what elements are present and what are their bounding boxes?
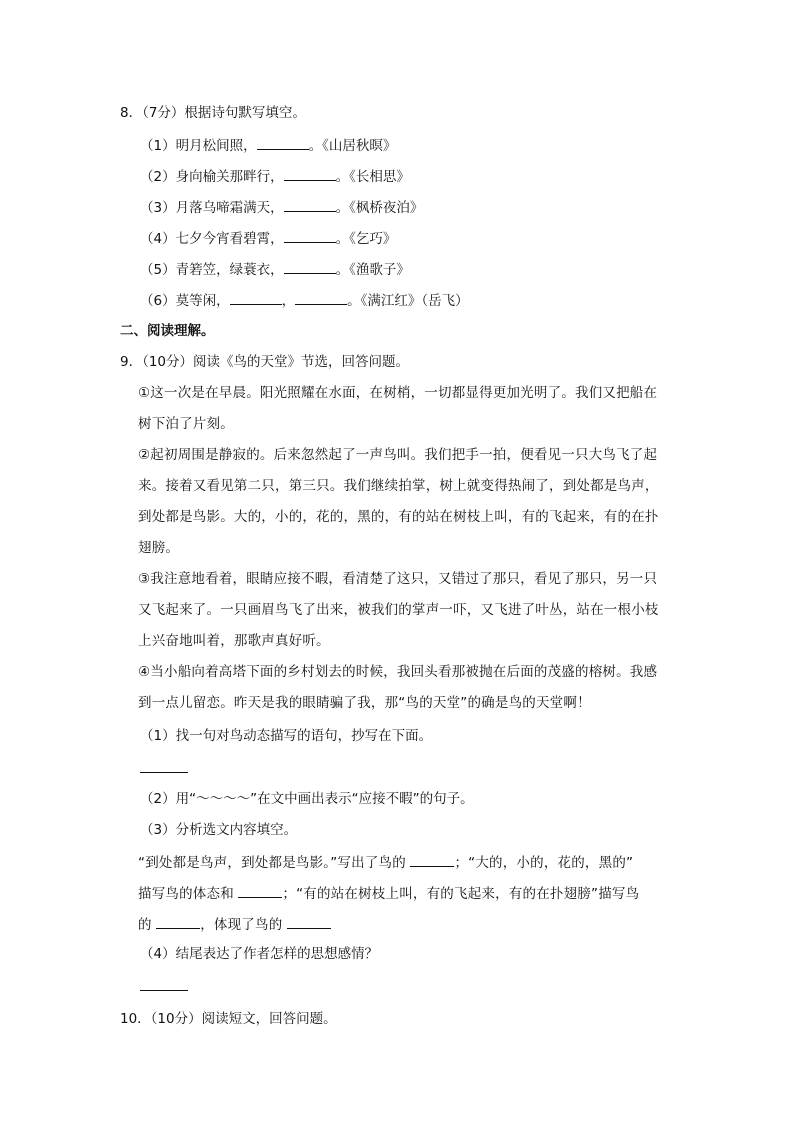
answer-blank[interactable] (284, 259, 336, 274)
answer-blank[interactable] (284, 228, 336, 243)
answer-blank[interactable] (295, 290, 347, 305)
passage-line: ②起初周围是静寂的。后来忽然起了一声鸟叫。我们把手一拍，便看见一只大鸟飞了起 (138, 447, 658, 463)
q8-item-4 (140, 228, 396, 248)
q9-sub3-line2 (138, 883, 639, 903)
q9-sub4: （4）结尾表达了作者怎样的思想感情？ (140, 946, 379, 962)
passage-line: ④当小船向着高塔下面的乡村划去的时候，我回头看那被抛在后面的茂盛的榕树。我感 (138, 664, 658, 680)
section-heading: 二、阅读理解。 (120, 323, 215, 339)
passage-line: 到一点儿留恋。昨天是我的眼睛骗了我，那“鸟的天堂”的确是鸟的天堂啊！ (138, 695, 591, 711)
q10-title: 10．（10分）阅读短文，回答问题。 (120, 1011, 337, 1027)
answer-blank[interactable] (156, 914, 200, 929)
answer-line[interactable] (140, 772, 188, 773)
passage-line: 上兴奋地叫着，那歌声真好听。 (138, 633, 330, 649)
item-separator: ， (281, 293, 296, 309)
item-source: 。《长相思》 (335, 169, 410, 185)
fill-text: “到处都是鸟声，到处都是鸟影。”写出了鸟的 (138, 855, 411, 871)
q8-item-6 (140, 290, 469, 310)
item-source: 。《乞巧》 (335, 231, 397, 247)
answer-blank[interactable] (257, 135, 309, 150)
item-prefix: （5）青箬笠，绿蓑衣， (140, 262, 284, 278)
passage-line: 又飞起来了。一只画眉鸟飞了出来，被我们的掌声一吓，又飞进了叶丛，站在一根小枝 (138, 602, 659, 618)
item-prefix: （2）身向榆关那畔行， (140, 169, 284, 185)
fill-text: ，体现了鸟的 (200, 917, 287, 933)
q8-item-3 (140, 197, 423, 217)
answer-blank[interactable] (230, 290, 282, 305)
fill-text: ；“有的站在树枝上叫，有的飞起来，有的在扑翅膀”描写鸟 (282, 886, 640, 902)
item-prefix: （1）明月松间照， (140, 138, 257, 154)
passage-line: ③我注意地看着，眼睛应接不暇，看清楚了这只，又错过了那只，看见了那只，另一只 (138, 571, 658, 587)
item-prefix: （6）莫等闲， (140, 293, 230, 309)
q9-sub3-line1 (138, 852, 633, 872)
answer-blank[interactable] (287, 914, 331, 929)
q8-item-5 (140, 259, 410, 279)
item-prefix: （4）七夕今宵看碧霄， (140, 231, 284, 247)
q8-item-2 (140, 166, 410, 186)
q9-sub2: （2）用“～～～～”在文中画出表示“应接不暇”的句子。 (140, 791, 474, 807)
answer-line[interactable] (140, 990, 188, 991)
passage-line: 到处都是鸟影。大的，小的，花的，黑的，有的站在树枝上叫，有的飞起来，有的在扑 (138, 509, 659, 525)
q8-item-1 (140, 135, 396, 155)
answer-blank[interactable] (410, 852, 454, 867)
passage-line: 树下泊了片刻。 (138, 416, 234, 432)
passage-line: ①这一次是在早晨。阳光照耀在水面，在树梢，一切都显得更加光明了。我们又把船在 (138, 385, 658, 401)
q8-title: 8．（7分）根据诗句默写填空。 (120, 105, 306, 121)
fill-text: ；“大的，小的，花的，黑的” (454, 855, 634, 871)
passage-line: 翅膀。 (138, 540, 180, 556)
item-source: 。《山居秋暝》 (308, 138, 397, 154)
q9-title: 9．（10分）阅读《鸟的天堂》节选，回答问题。 (120, 354, 410, 370)
answer-blank[interactable] (284, 197, 336, 212)
answer-blank[interactable] (238, 883, 282, 898)
item-prefix: （3）月落乌啼霜满天， (140, 200, 284, 216)
passage-line: 来。接着又看见第二只，第三只。我们继续拍掌，树上就变得热闹了，到处都是鸟声， (138, 478, 659, 494)
fill-text: 的 (138, 917, 157, 933)
item-source: 。《枫桥夜泊》 (335, 200, 424, 216)
fill-text: 描写鸟的体态和 (138, 886, 239, 902)
q9-sub1: （1）找一句对鸟动态描写的语句，抄写在下面。 (140, 728, 433, 744)
q9-sub3-line3 (138, 914, 331, 934)
q9-sub3: （3）分析选文内容填空。 (140, 822, 298, 838)
item-source: 。《满江红》（岳飞） (347, 293, 469, 309)
item-source: 。《渔歌子》 (335, 262, 410, 278)
answer-blank[interactable] (284, 166, 336, 181)
